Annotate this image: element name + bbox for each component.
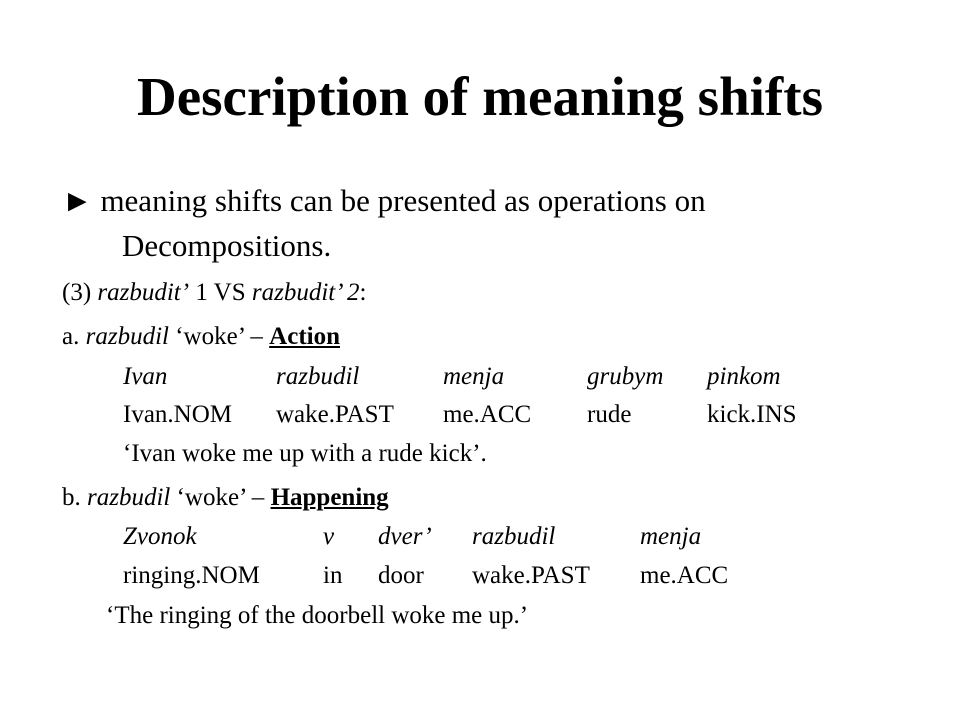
bullet-line-2: Decompositions. [122, 228, 332, 263]
bullet-marker-icon: ► [62, 183, 93, 218]
example-a-heading [62, 322, 340, 352]
a-gloss-2: wake.PAST [276, 401, 394, 428]
b-word-3: dver’ [378, 523, 432, 550]
example-a-letter: a. [62, 323, 80, 350]
a-gloss-3: me.ACC [443, 401, 532, 428]
bullet-point [62, 178, 882, 268]
example-verb-2: razbudit’ 2 [251, 279, 360, 306]
a-gloss-5: kick.INS [707, 401, 797, 428]
b-word-2: v [323, 523, 335, 550]
a-word-4: grubym [587, 363, 664, 390]
b-gloss-4: wake.PAST [472, 562, 590, 589]
example-number: (3) [62, 279, 92, 306]
a-word-3: menja [443, 363, 505, 390]
example-label [62, 278, 366, 308]
bullet-line-1: meaning shifts can be presented as operations on [100, 183, 706, 218]
b-word-5: menja [640, 523, 702, 550]
b-gloss-3: door [378, 562, 424, 589]
example-a-label: Action [269, 323, 340, 350]
slide-title: Description of meaning shifts [137, 66, 823, 127]
a-word-5: pinkom [707, 363, 781, 390]
a-translation: ‘Ivan woke me up with a rude kick’. [123, 440, 487, 467]
a-gloss-4: rude [587, 401, 632, 428]
example-colon: : [359, 279, 367, 306]
b-gloss-2: in [323, 562, 343, 589]
example-b-gloss: ‘woke’ – [176, 484, 265, 511]
b-translation: ‘The ringing of the doorbell woke me up.’ [106, 602, 529, 629]
a-word-2: razbudil [276, 363, 360, 390]
a-gloss-1: Ivan.NOM [123, 401, 233, 428]
a-word-1: Ivan [123, 363, 168, 390]
example-b-letter: b. [62, 484, 81, 511]
example-mid: 1 VS [195, 279, 246, 306]
example-a-gloss: ‘woke’ – [175, 323, 263, 350]
example-b-heading [62, 483, 389, 513]
b-word-1: Zvonok [123, 523, 197, 550]
example-a-verb: razbudil [85, 323, 169, 350]
b-gloss-5: me.ACC [640, 562, 729, 589]
b-word-4: razbudil [472, 523, 556, 550]
example-b-verb: razbudil [87, 484, 171, 511]
example-verb-1: razbudit’ [97, 279, 190, 306]
example-b-label: Happening [270, 484, 389, 511]
b-gloss-1: ringing.NOM [123, 562, 260, 589]
